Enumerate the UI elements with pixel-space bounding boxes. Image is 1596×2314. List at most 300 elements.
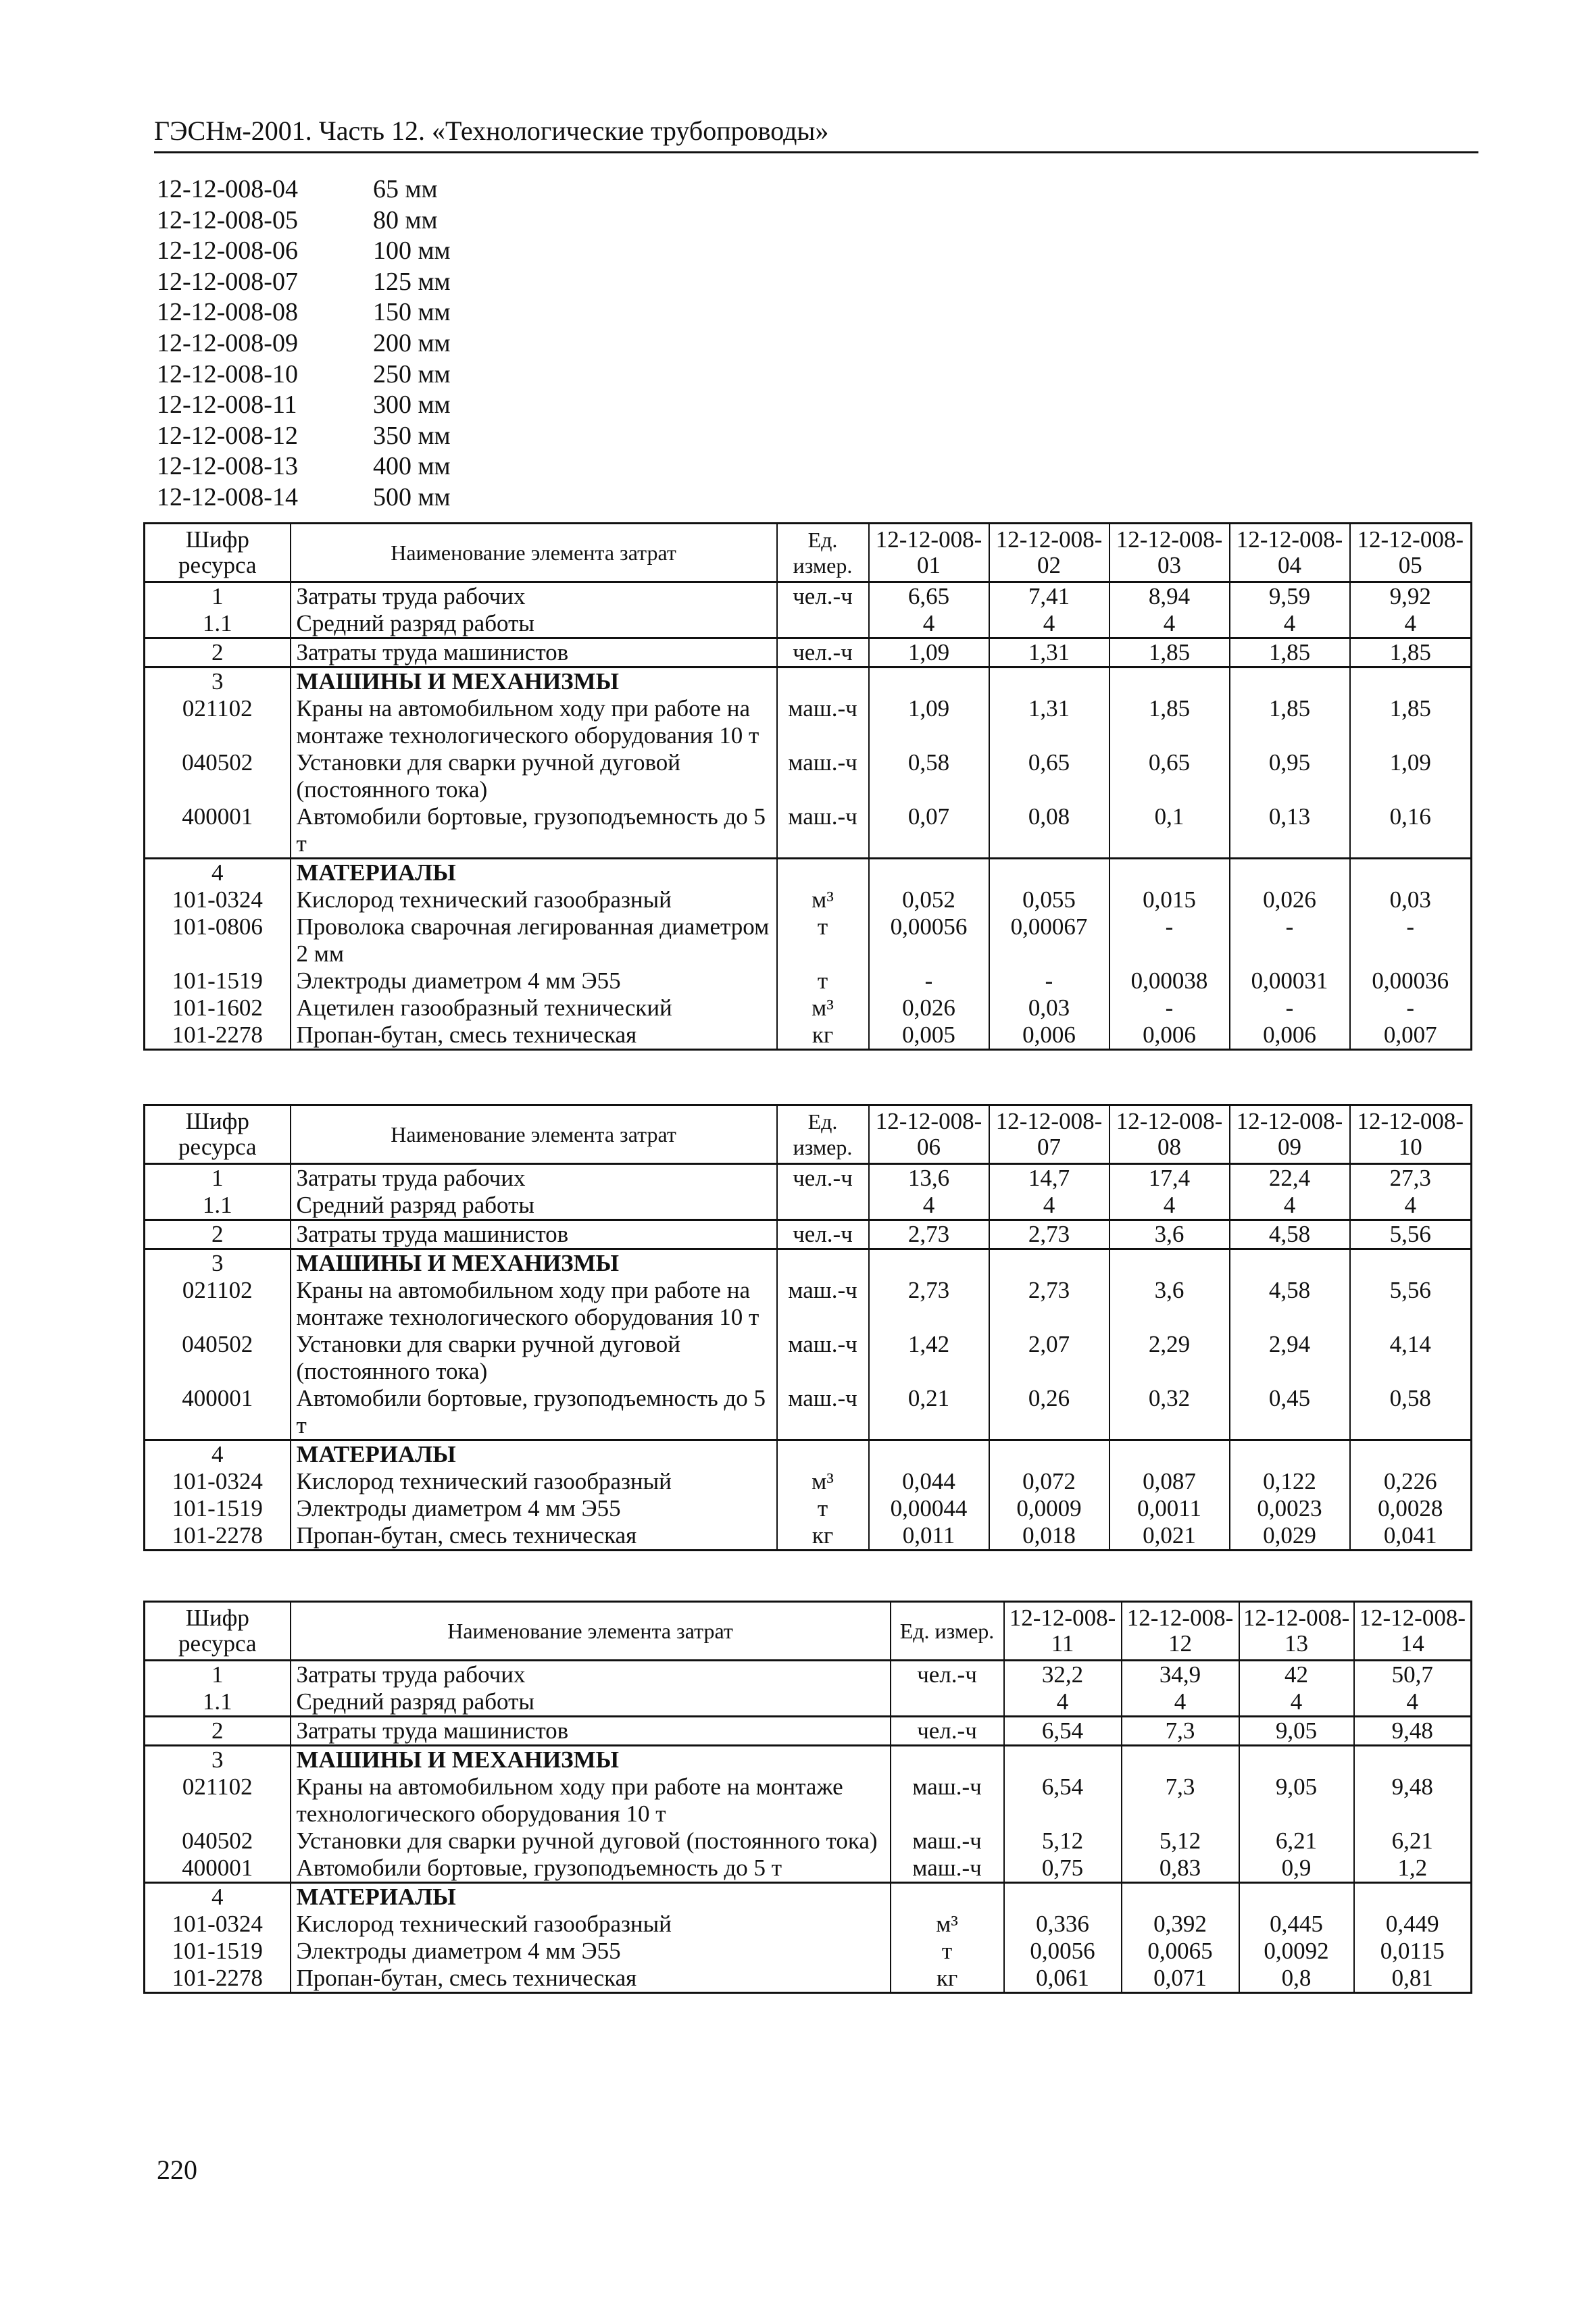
norm-value: 0,03 (989, 995, 1109, 1022)
resource-code: 101-2278 (145, 1522, 291, 1551)
resource-code: 021102 (145, 1774, 291, 1828)
norm-value: 1,2 (1354, 1855, 1472, 1883)
header-norm-code: 12-12-008-04 (1230, 524, 1350, 582)
norm-code: 12-12-008-07 (157, 267, 298, 296)
norm-value: 0,95 (1230, 749, 1350, 803)
norms-table-1 (143, 522, 1472, 1051)
cost-element-name: Средний разряд работы (291, 610, 777, 638)
code-list-item (157, 451, 451, 482)
pipe-diameter: 80 мм (373, 205, 438, 234)
norm-value: 0,006 (1230, 1022, 1350, 1050)
header-unit: Ед. измер. (777, 1105, 869, 1164)
cost-element-name: Затраты труда рабочих (291, 1661, 891, 1689)
table-row (145, 1688, 1472, 1717)
table-row (145, 668, 1472, 696)
table-row (145, 1022, 1472, 1050)
resource-code: 2 (145, 1717, 291, 1746)
page-number: 220 (157, 2155, 197, 2185)
norms-table-3 (143, 1601, 1472, 1994)
resource-code: 1 (145, 1661, 291, 1689)
norm-value: 4 (1109, 1192, 1230, 1220)
resource-code: 101-0806 (145, 913, 291, 967)
header-norm-code: 12-12-008-08 (1109, 1105, 1230, 1164)
unit: кг (891, 1965, 1004, 1993)
table-row (145, 1828, 1472, 1855)
resource-code: 040502 (145, 1331, 291, 1385)
table-row (145, 859, 1472, 887)
norm-value (869, 668, 989, 696)
resource-code: 1.1 (145, 1688, 291, 1717)
norm-value: 0,83 (1122, 1855, 1239, 1883)
norm-value: 0,00038 (1109, 967, 1230, 995)
resource-code: 101-1519 (145, 1938, 291, 1965)
cost-element-name: Автомобили бортовые, грузоподъемность до 5 т (291, 1855, 891, 1883)
norm-value: 0,65 (989, 749, 1109, 803)
unit: маш.-ч (891, 1774, 1004, 1828)
unit: маш.-ч (891, 1855, 1004, 1883)
norm-value: 4,58 (1230, 1277, 1350, 1331)
norm-value: 4 (869, 1192, 989, 1220)
norm-value: 0,449 (1354, 1911, 1472, 1938)
cost-element-name: Ацетилен газообразный технический (291, 995, 777, 1022)
norm-value: 0,015 (1109, 886, 1230, 913)
norm-value: 34,9 (1122, 1661, 1239, 1689)
cost-element-name: Кислород технический газообразный (291, 1468, 777, 1495)
cost-element-name: Краны на автомобильном ходу при работе на монтаже технологического оборудования 10 т (291, 1774, 891, 1828)
unit: маш.-ч (777, 803, 869, 859)
code-list-item (157, 482, 451, 513)
unit: чел.-ч (777, 638, 869, 668)
norm-value: 9,05 (1239, 1774, 1354, 1828)
norms-table-2 (143, 1104, 1472, 1551)
norm-value: 0,58 (869, 749, 989, 803)
cost-element-name: Затраты труда рабочих (291, 1164, 777, 1192)
unit: маш.-ч (777, 1331, 869, 1385)
unit (777, 1249, 869, 1278)
table-row (145, 1385, 1472, 1440)
cost-element-name: Установки для сварки ручной дуговой (постоянного тока) (291, 1828, 891, 1855)
norm-value: 3,6 (1109, 1277, 1230, 1331)
resource-code: 3 (145, 1249, 291, 1278)
norm-value: 0,58 (1350, 1385, 1472, 1440)
norm-value: 0,0092 (1239, 1938, 1354, 1965)
norm-value: 1,85 (1350, 695, 1472, 749)
norm-code: 12-12-008-05 (157, 205, 298, 234)
norm-value: 0,445 (1239, 1911, 1354, 1938)
table-row (145, 1717, 1472, 1746)
norm-value: 4 (1109, 610, 1230, 638)
norm-value: 1,85 (1350, 638, 1472, 668)
norm-value (1354, 1746, 1472, 1774)
norm-value: - (1109, 913, 1230, 967)
norm-value (1109, 1440, 1230, 1469)
norm-value (1004, 1883, 1122, 1911)
norm-value: 0,029 (1230, 1522, 1350, 1551)
norm-value: 4 (869, 610, 989, 638)
unit: маш.-ч (891, 1828, 1004, 1855)
table-row (145, 1522, 1472, 1551)
code-list-item (157, 297, 451, 328)
norm-code: 12-12-008-04 (157, 175, 298, 203)
unit (891, 1688, 1004, 1717)
resource-code: 3 (145, 1746, 291, 1774)
header-norm-code: 12-12-008-13 (1239, 1602, 1354, 1661)
norm-value (989, 668, 1109, 696)
norm-value: 4 (1004, 1688, 1122, 1717)
norm-value: 0,026 (1230, 886, 1350, 913)
norm-value: 2,07 (989, 1331, 1109, 1385)
norm-value: 9,48 (1354, 1774, 1472, 1828)
code-list-item (157, 205, 451, 236)
table-row (145, 1468, 1472, 1495)
norm-value (989, 1440, 1109, 1469)
pipe-diameter: 125 мм (373, 267, 451, 296)
norm-value: 2,29 (1109, 1331, 1230, 1385)
norm-value: 0,00031 (1230, 967, 1350, 995)
norm-value: 0,8 (1239, 1965, 1354, 1993)
resource-code: 101-2278 (145, 1022, 291, 1050)
unit: м³ (777, 995, 869, 1022)
norm-value: 0,0023 (1230, 1495, 1350, 1522)
table-row (145, 886, 1472, 913)
unit (891, 1883, 1004, 1911)
pipe-diameter: 300 мм (373, 391, 451, 420)
table-row (145, 638, 1472, 668)
header-cost-element: Наименование элемента затрат (291, 1105, 777, 1164)
norm-value: 0,055 (989, 886, 1109, 913)
norm-value: 1,42 (869, 1331, 989, 1385)
norm-value: 0,9 (1239, 1855, 1354, 1883)
norm-value: 0,041 (1350, 1522, 1472, 1551)
cost-element-name: МАТЕРИАЛЫ (291, 1440, 777, 1469)
norm-value: 6,54 (1004, 1774, 1122, 1828)
norm-value: 0,13 (1230, 803, 1350, 859)
norm-value: 0,16 (1350, 803, 1472, 859)
unit: т (891, 1938, 1004, 1965)
norm-value: 8,94 (1109, 582, 1230, 611)
norm-value: 5,12 (1004, 1828, 1122, 1855)
unit: т (777, 1495, 869, 1522)
norm-value (1230, 668, 1350, 696)
resource-code: 2 (145, 1220, 291, 1249)
norm-value: 50,7 (1354, 1661, 1472, 1689)
header-unit: Ед. измер. (891, 1602, 1004, 1661)
norm-value: 1,85 (1109, 638, 1230, 668)
norm-value: - (1350, 913, 1472, 967)
unit: чел.-ч (777, 1164, 869, 1192)
norm-value: 0,005 (869, 1022, 989, 1050)
norm-value: 0,81 (1354, 1965, 1472, 1993)
norm-value (869, 1440, 989, 1469)
pipe-diameter: 400 мм (373, 452, 451, 481)
norm-value: 0,018 (989, 1522, 1109, 1551)
unit: маш.-ч (777, 1277, 869, 1331)
header-row (145, 1602, 1472, 1661)
norm-value: 14,7 (989, 1164, 1109, 1192)
table-row (145, 1164, 1472, 1192)
norm-value: 1,31 (989, 638, 1109, 668)
unit: м³ (777, 1468, 869, 1495)
norm-value: 0,011 (869, 1522, 989, 1551)
unit: м³ (891, 1911, 1004, 1938)
norm-value: 0,32 (1109, 1385, 1230, 1440)
pipe-diameter: 65 мм (373, 175, 438, 203)
norm-value (1230, 859, 1350, 887)
resource-code: 400001 (145, 1855, 291, 1883)
norm-value (869, 859, 989, 887)
unit: маш.-ч (777, 1385, 869, 1440)
cost-element-name: Краны на автомобильном ходу при работе на монтаже технологического оборудования 10 т (291, 695, 777, 749)
cost-element-name: Затраты труда машинистов (291, 1717, 891, 1746)
norm-value: 0,00056 (869, 913, 989, 967)
table-row (145, 610, 1472, 638)
norm-value: 0,122 (1230, 1468, 1350, 1495)
header-norm-code: 12-12-008-12 (1122, 1602, 1239, 1661)
resource-code: 101-1602 (145, 995, 291, 1022)
norm-value: 0,00067 (989, 913, 1109, 967)
norm-value: - (1109, 995, 1230, 1022)
header-norm-code: 12-12-008-06 (869, 1105, 989, 1164)
norm-value: 0,336 (1004, 1911, 1122, 1938)
norm-value: 4 (1239, 1688, 1354, 1717)
norm-value: 4,14 (1350, 1331, 1472, 1385)
norm-value: 0,1 (1109, 803, 1230, 859)
norm-value (1350, 668, 1472, 696)
header-resource-code: Шифр ресурса (145, 1105, 291, 1164)
header-norm-code: 12-12-008-14 (1354, 1602, 1472, 1661)
pipe-diameter: 350 мм (373, 421, 451, 450)
norm-value: 0,072 (989, 1468, 1109, 1495)
code-list-item (157, 174, 451, 205)
norm-value: 0,0065 (1122, 1938, 1239, 1965)
resource-code: 021102 (145, 1277, 291, 1331)
cost-element-name: Кислород технический газообразный (291, 1911, 891, 1938)
cost-element-name: Затраты труда машинистов (291, 1220, 777, 1249)
header-norm-code: 12-12-008-05 (1350, 524, 1472, 582)
table-row (145, 1277, 1472, 1331)
unit: чел.-ч (891, 1661, 1004, 1689)
norm-value: 1,85 (1230, 695, 1350, 749)
norm-value (1239, 1746, 1354, 1774)
norm-value: - (1230, 995, 1350, 1022)
norm-value: 0,044 (869, 1468, 989, 1495)
cost-element-name: МАШИНЫ И МЕХАНИЗМЫ (291, 1746, 891, 1774)
table-row (145, 1855, 1472, 1883)
norm-value: 0,45 (1230, 1385, 1350, 1440)
norm-value: 7,3 (1122, 1774, 1239, 1828)
unit (777, 668, 869, 696)
norm-value: 0,0056 (1004, 1938, 1122, 1965)
norm-code: 12-12-008-14 (157, 482, 298, 511)
norm-value: 0,061 (1004, 1965, 1122, 1993)
table-row (145, 1331, 1472, 1385)
resource-code: 101-1519 (145, 1495, 291, 1522)
norm-value (1122, 1746, 1239, 1774)
cost-element-name: Электроды диаметром 4 мм Э55 (291, 967, 777, 995)
norm-code: 12-12-008-09 (157, 328, 298, 357)
table-row (145, 1661, 1472, 1689)
table-row (145, 995, 1472, 1022)
header-norm-code: 12-12-008-10 (1350, 1105, 1472, 1164)
cost-element-name: МАШИНЫ И МЕХАНИЗМЫ (291, 1249, 777, 1278)
unit: кг (777, 1522, 869, 1551)
norm-value: 5,12 (1122, 1828, 1239, 1855)
table-row (145, 1192, 1472, 1220)
code-list-item (157, 236, 451, 267)
norm-code: 12-12-008-11 (157, 391, 297, 420)
pipe-diameter: 500 мм (373, 482, 451, 511)
cost-element-name: Проволока сварочная легированная диаметром 2 мм (291, 913, 777, 967)
norm-value: 4 (1350, 1192, 1472, 1220)
unit: м³ (777, 886, 869, 913)
norm-value: 0,08 (989, 803, 1109, 859)
table-row (145, 967, 1472, 995)
resource-code: 101-0324 (145, 886, 291, 913)
norm-value: 32,2 (1004, 1661, 1122, 1689)
norm-value (1239, 1883, 1354, 1911)
table-row (145, 1774, 1472, 1828)
unit: чел.-ч (777, 582, 869, 611)
cost-element-name: Пропан-бутан, смесь техническая (291, 1522, 777, 1551)
norm-value: 0,21 (869, 1385, 989, 1440)
norm-code: 12-12-008-06 (157, 236, 298, 266)
table-row (145, 1938, 1472, 1965)
unit: т (777, 967, 869, 995)
norm-value: 5,56 (1350, 1277, 1472, 1331)
code-list-item (157, 390, 451, 421)
norm-value: 0,226 (1350, 1468, 1472, 1495)
page-title: ГЭСНм-2001. Часть 12. «Технологические трубопроводы» (154, 116, 829, 146)
norm-value (1350, 859, 1472, 887)
header-norm-code: 12-12-008-01 (869, 524, 989, 582)
table-row (145, 1883, 1472, 1911)
cost-element-name: МАШИНЫ И МЕХАНИЗМЫ (291, 668, 777, 696)
norm-value: 1,31 (989, 695, 1109, 749)
cost-element-name: Автомобили бортовые, грузоподъемность до 5 т (291, 1385, 777, 1440)
unit: чел.-ч (777, 1220, 869, 1249)
norm-value: 0,26 (989, 1385, 1109, 1440)
norm-code: 12-12-008-08 (157, 298, 298, 327)
resource-code: 1.1 (145, 610, 291, 638)
resource-code: 101-1519 (145, 967, 291, 995)
norm-value: 0,007 (1350, 1022, 1472, 1050)
pipe-diameter: 250 мм (373, 359, 451, 388)
code-list-item (157, 328, 451, 359)
resource-code: 4 (145, 1440, 291, 1469)
norm-value: 42 (1239, 1661, 1354, 1689)
norm-value: - (1350, 995, 1472, 1022)
norm-value: 9,59 (1230, 582, 1350, 611)
resource-code: 040502 (145, 749, 291, 803)
norm-value: 4 (1230, 610, 1350, 638)
resource-code: 4 (145, 859, 291, 887)
unit: маш.-ч (777, 749, 869, 803)
header-norm-code: 12-12-008-11 (1004, 1602, 1122, 1661)
code-list-item (157, 267, 451, 298)
norm-value: 1,09 (869, 695, 989, 749)
table-row (145, 1965, 1472, 1993)
norm-value: 0,026 (869, 995, 989, 1022)
code-list-item (157, 359, 451, 391)
norm-value: 13,6 (869, 1164, 989, 1192)
resource-code: 1.1 (145, 1192, 291, 1220)
norm-value: 4 (1122, 1688, 1239, 1717)
norm-value: 2,94 (1230, 1331, 1350, 1385)
norm-code: 12-12-008-13 (157, 452, 298, 481)
cost-element-name: Установки для сварки ручной дуговой (постоянного тока) (291, 1331, 777, 1385)
norm-value: 0,0011 (1109, 1495, 1230, 1522)
unit (891, 1746, 1004, 1774)
norm-value (1350, 1440, 1472, 1469)
norm-value: 4,58 (1230, 1220, 1350, 1249)
resource-code: 1 (145, 1164, 291, 1192)
norm-value: 0,75 (1004, 1855, 1122, 1883)
code-list (157, 174, 451, 513)
norm-value: 0,006 (1109, 1022, 1230, 1050)
table-row (145, 1495, 1472, 1522)
cost-element-name: Средний разряд работы (291, 1688, 891, 1717)
norm-value: 1,09 (869, 638, 989, 668)
resource-code: 040502 (145, 1828, 291, 1855)
norm-value: 0,006 (989, 1022, 1109, 1050)
pipe-diameter: 150 мм (373, 298, 451, 327)
norm-value: 9,48 (1354, 1717, 1472, 1746)
norm-value (1122, 1883, 1239, 1911)
resource-code: 400001 (145, 803, 291, 859)
norm-value: 3,6 (1109, 1220, 1230, 1249)
header-norm-code: 12-12-008-09 (1230, 1105, 1350, 1164)
header-unit: Ед. измер. (777, 524, 869, 582)
norm-value (1354, 1883, 1472, 1911)
norm-value: 6,21 (1239, 1828, 1354, 1855)
norm-value: 2,73 (869, 1220, 989, 1249)
table-row (145, 582, 1472, 611)
norm-value: 0,65 (1109, 749, 1230, 803)
table-row (145, 695, 1472, 749)
norm-value: 0,00036 (1350, 967, 1472, 995)
norm-value: 2,73 (869, 1277, 989, 1331)
resource-code: 3 (145, 668, 291, 696)
norm-value: 1,85 (1109, 695, 1230, 749)
norm-value: 4 (989, 1192, 1109, 1220)
resource-code: 2 (145, 638, 291, 668)
resource-code: 021102 (145, 695, 291, 749)
norm-value: 0,0028 (1350, 1495, 1472, 1522)
norm-code: 12-12-008-12 (157, 421, 298, 450)
resource-code: 101-0324 (145, 1911, 291, 1938)
header-resource-code: Шифр ресурса (145, 1602, 291, 1661)
header-resource-code: Шифр ресурса (145, 524, 291, 582)
header-row (145, 524, 1472, 582)
cost-element-name: Средний разряд работы (291, 1192, 777, 1220)
unit: т (777, 913, 869, 967)
table-row (145, 1249, 1472, 1278)
norm-code: 12-12-008-10 (157, 359, 298, 388)
norm-value: 0,392 (1122, 1911, 1239, 1938)
table-row (145, 749, 1472, 803)
table-row (145, 1220, 1472, 1249)
norm-value: 6,65 (869, 582, 989, 611)
norm-value: 0,0009 (989, 1495, 1109, 1522)
norm-value (1350, 1249, 1472, 1278)
pipe-diameter: 200 мм (373, 328, 451, 357)
unit: маш.-ч (777, 695, 869, 749)
unit (777, 610, 869, 638)
norm-value: - (869, 967, 989, 995)
norm-value: 0,07 (869, 803, 989, 859)
unit (777, 1440, 869, 1469)
norm-value: 9,92 (1350, 582, 1472, 611)
